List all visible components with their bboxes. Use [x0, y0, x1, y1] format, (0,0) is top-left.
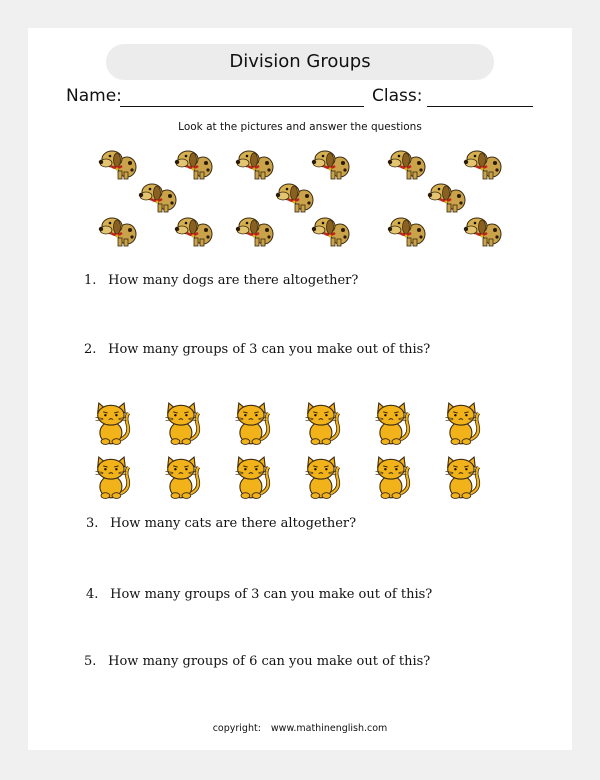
question-5-text: How many groups of 6 can you make out of this? — [108, 654, 431, 669]
question-4-number: 4. — [86, 587, 99, 602]
cat-icon — [372, 456, 412, 500]
cat-icon — [442, 456, 482, 500]
question-1-text: How many dogs are there altogether? — [108, 273, 359, 288]
cat-icon — [232, 456, 272, 500]
cat-icon — [442, 402, 482, 446]
class-answer-line[interactable] — [427, 106, 533, 107]
cat-icon — [92, 402, 132, 446]
cat-icon — [302, 456, 342, 500]
question-3-number: 3. — [86, 516, 99, 531]
copyright-label: copyright: — [212, 723, 261, 734]
dog-icon — [463, 213, 503, 247]
name-answer-line[interactable] — [120, 106, 364, 107]
dog-icon — [311, 213, 351, 247]
cat-icon — [92, 456, 132, 500]
question-5-number: 5. — [84, 654, 97, 669]
question-1 — [84, 273, 358, 288]
dog-icon — [98, 146, 138, 180]
dog-icon — [138, 179, 178, 213]
dog-icon — [235, 146, 275, 180]
instruction-text: Look at the pictures and answer the questions — [178, 121, 422, 133]
class-label: Class: — [372, 86, 423, 106]
dog-icon — [235, 213, 275, 247]
cat-icon — [372, 402, 412, 446]
dog-icon — [98, 213, 138, 247]
dog-icon — [463, 146, 503, 180]
dog-icon — [427, 179, 467, 213]
question-4-text: How many groups of 3 can you make out of this? — [110, 587, 433, 602]
question-2-number: 2. — [84, 342, 97, 357]
name-label: Name: — [66, 86, 122, 106]
footer — [28, 723, 572, 734]
dog-icon — [387, 146, 427, 180]
dog-icon — [311, 146, 351, 180]
question-1-number: 1. — [84, 273, 97, 288]
question-2-text: How many groups of 3 can you make out of this? — [108, 342, 431, 357]
cat-icon — [302, 402, 342, 446]
cat-icon — [162, 456, 202, 500]
dog-icon — [174, 146, 214, 180]
cat-icon — [162, 402, 202, 446]
dog-icon — [387, 213, 427, 247]
worksheet — [28, 28, 572, 750]
cat-icon — [232, 402, 272, 446]
website-link[interactable]: www.mathinenglish.com — [270, 723, 388, 734]
question-3-text: How many cats are there altogether? — [110, 516, 357, 531]
worksheet-title: Division Groups — [106, 44, 494, 80]
question-2 — [84, 342, 430, 357]
dog-icon — [174, 213, 214, 247]
question-3 — [86, 516, 356, 531]
question-4 — [86, 587, 432, 602]
dog-icon — [275, 179, 315, 213]
question-5 — [84, 654, 430, 669]
